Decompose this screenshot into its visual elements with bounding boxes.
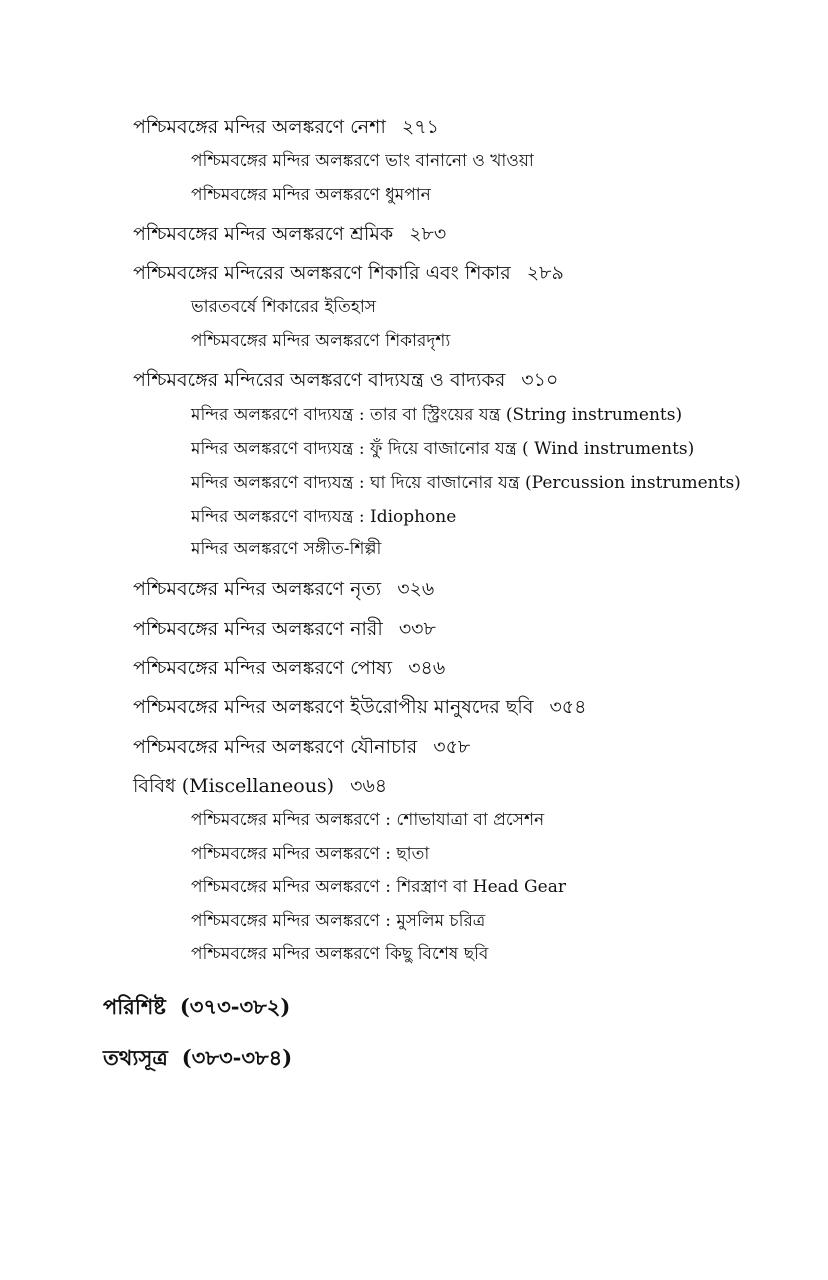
entry-page-number: ৩৩৮: [398, 618, 436, 640]
toc-subentry: [191, 879, 566, 896]
entry-title: মন্দির অলঙ্করণে বাদ্যযন্ত্র : Idiophone: [191, 507, 457, 527]
toc-entry: [133, 264, 564, 283]
toc-entry: [133, 371, 558, 390]
entry-page-range: (৩৭৩-৩৮২): [179, 994, 291, 1019]
toc-section-heading: [103, 996, 290, 1017]
entry-title: বিবিধ (Miscellaneous): [133, 775, 335, 797]
toc-subentry: [191, 333, 450, 350]
entry-title: মন্দির অলঙ্করণে বাদ্যযন্ত্র : ঘা দিয়ে বাজানোর যন্ত্র (Percussion instruments): [191, 473, 741, 493]
toc-subentry: [191, 946, 488, 963]
toc-entry: [133, 225, 446, 244]
toc-subentry: [191, 812, 544, 829]
entry-title: মন্দির অলঙ্করণে বাদ্যযন্ত্র : ফুঁ দিয়ে বাজানোর যন্ত্র ( Wind instruments): [191, 439, 695, 459]
entry-title: পশ্চিমবঙ্গের মন্দির অলঙ্করণে : ছাতা: [191, 844, 430, 864]
entry-page-number: ৩৫৮: [433, 736, 471, 758]
entry-page-range: (৩৮৩-৩৮৪): [181, 1045, 293, 1070]
toc-subentry: [191, 475, 741, 492]
entry-page-number: ২৮৯: [526, 262, 564, 284]
entry-page-number: ২৮৩: [409, 223, 447, 245]
entry-title: পশ্চিমবঙ্গের মন্দির অলঙ্করণে ভাং বানানো ও খাওয়া: [191, 151, 534, 171]
toc-subentry: [191, 153, 534, 170]
entry-title: মন্দির অলঙ্করণে বাদ্যযন্ত্র : তার বা স্ট্রিংয়ের যন্ত্র (String instruments): [191, 405, 683, 425]
toc-subentry: [191, 509, 456, 526]
entry-title: পশ্চিমবঙ্গের মন্দির অলঙ্করণে নৃত্য: [133, 578, 382, 600]
entry-title: পশ্চিমবঙ্গের মন্দিরের অলঙ্করণে শিকারি এবং শিকার: [133, 262, 511, 284]
entry-title: পশ্চিমবঙ্গের মন্দির অলঙ্করণে ধুমপান: [191, 185, 431, 205]
entry-title: পশ্চিমবঙ্গের মন্দির অলঙ্করণে যৌনাচার: [133, 736, 418, 758]
toc-entry: [133, 777, 387, 796]
entry-title: পশ্চিমবঙ্গের মন্দিরের অলঙ্করণে বাদ্যযন্ত্র ও বাদ্যকর: [133, 369, 506, 391]
toc-subentry: [191, 441, 694, 458]
toc-entry: [133, 118, 439, 137]
toc-subentry: [191, 913, 485, 930]
entry-page-number: ৩১০: [521, 369, 559, 391]
entry-page-number: ৩৬৪: [350, 775, 388, 797]
toc-subentry: [191, 407, 682, 424]
entry-title: পশ্চিমবঙ্গের মন্দির অলঙ্করণে শ্রমিক: [133, 223, 394, 245]
entry-title: পশ্চিমবঙ্গের মন্দির অলঙ্করণে : শিরস্ত্রাণ বা Head Gear: [191, 877, 566, 897]
entry-title: তথ্যসূত্র: [103, 1045, 168, 1070]
entry-title: পশ্চিমবঙ্গের মন্দির অলঙ্করণে ইউরোপীয় মানুষদের ছবি: [133, 696, 534, 718]
toc-entry: [133, 698, 586, 717]
entry-title: পরিশিষ্ট: [103, 994, 166, 1019]
entry-title: পশ্চিমবঙ্গের মন্দির অলঙ্করণে : শোভাযাত্রা বা প্রসেশন: [191, 810, 545, 830]
toc-section-heading: [103, 1047, 292, 1068]
entry-title: পশ্চিমবঙ্গের মন্দির অলঙ্করণে নেশা: [133, 116, 386, 138]
entry-page-number: ২৭১: [401, 116, 439, 138]
entry-title: মন্দির অলঙ্করণে সঙ্গীত-শিল্পী: [191, 539, 382, 559]
toc-subentry: [191, 541, 381, 558]
toc-entry: [133, 738, 470, 757]
entry-title: পশ্চিমবঙ্গের মন্দির অলঙ্করণে : মুসলিম চরিত্র: [191, 911, 486, 931]
toc-entry: [133, 580, 434, 599]
entry-title: পশ্চিমবঙ্গের মন্দির অলঙ্করণে শিকারদৃশ্য: [191, 331, 451, 351]
entry-title: পশ্চিমবঙ্গের মন্দির অলঙ্করণে নারী: [133, 618, 383, 640]
toc-entry: [133, 659, 445, 678]
toc-entry: [133, 620, 436, 639]
entry-title: পশ্চিমবঙ্গের মন্দির অলঙ্করণে কিছু বিশেষ ছবি: [191, 944, 489, 964]
toc-subentry: [191, 187, 431, 204]
entry-page-number: ৩৪৬: [408, 657, 446, 679]
entry-page-number: ৩৫৪: [549, 696, 587, 718]
toc-subentry: [191, 299, 376, 316]
entry-title: পশ্চিমবঙ্গের মন্দির অলঙ্করণে পোষ্য: [133, 657, 393, 679]
entry-page-number: ৩২৬: [397, 578, 435, 600]
entry-title: ভারতবর্ষে শিকারের ইতিহাস: [191, 297, 377, 317]
toc-subentry: [191, 846, 429, 863]
